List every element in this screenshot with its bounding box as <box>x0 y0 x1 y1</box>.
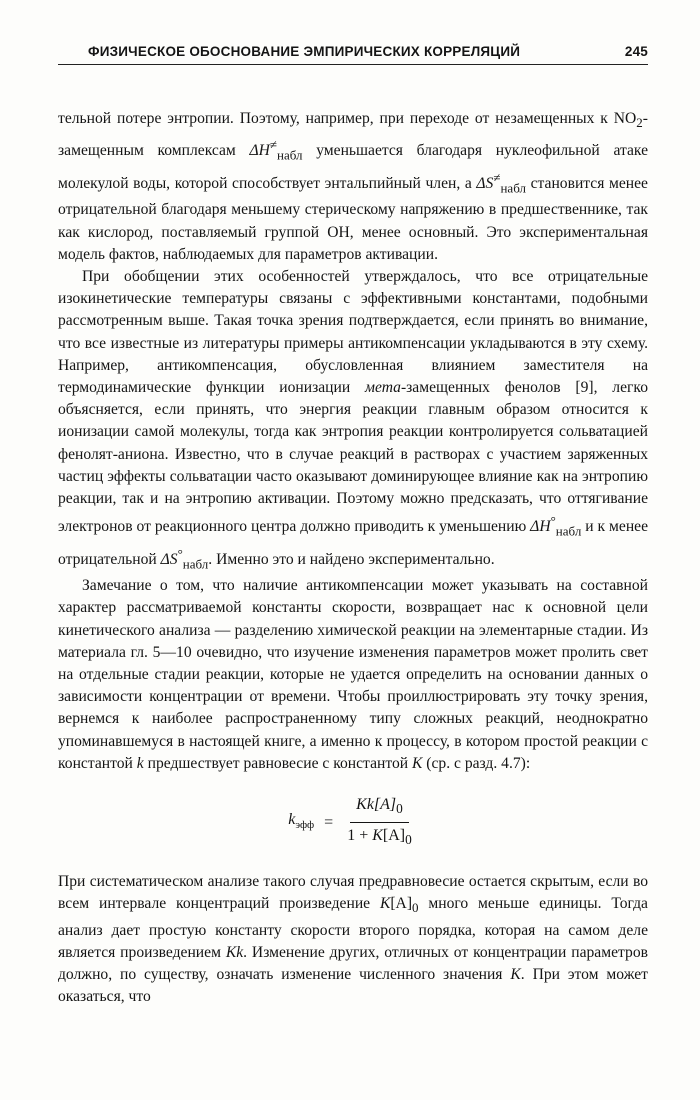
denominator-text: 1 + <box>347 827 373 845</box>
superscript: ° <box>550 513 556 529</box>
paragraph-3 <box>58 575 648 775</box>
subscript: 0 <box>396 801 403 817</box>
subscript: 0 <box>405 832 412 848</box>
text-run: (ср. с разд. 4.7): <box>422 754 531 772</box>
text-run: . Изменение других, отличных от концентрации параметров должно, по существу, означать изменение численного значения <box>58 943 648 983</box>
subscript: эфф <box>295 819 315 832</box>
text-run: [A] <box>390 895 413 913</box>
body-text <box>58 108 648 1008</box>
running-title: ФИЗИЧЕСКОЕ ОБОСНОВАНИЕ ЭМПИРИЧЕСКИХ КОРРЕЛЯЦИЙ <box>88 44 521 59</box>
paragraph-2 <box>58 266 648 575</box>
equals-sign: = <box>324 813 334 831</box>
running-header <box>88 44 648 59</box>
symbol-delta-h: ΔH <box>249 142 270 160</box>
symbol-k: k <box>136 754 144 772</box>
fraction <box>341 794 418 852</box>
text-run: -замещенных фенолов [9], легко объясняется, если принять, что энергия реакции главным образом относится к ионизации самой молекулы, тогда как энтропия реакции контролируется сольватацией фенолят-аниона. Известно, что в случае реакций в растворах с участием заряженных частиц эффекты сольватации часто оказывают доминирующее влияние как на энтропию реакции, так и на энтропию активации. Поэтому можно предсказать, что оттягивание электронов от реакционного центра должно приводить к уменьшению <box>58 378 648 536</box>
symbol-K: K <box>372 827 383 845</box>
symbol-delta-s: ΔS <box>160 550 178 568</box>
subscript: набл <box>500 180 526 196</box>
page-number: 245 <box>624 44 648 59</box>
text-run: . Именно это и найдено экспериментально. <box>208 550 495 568</box>
fraction-numerator <box>350 794 409 823</box>
fraction-denominator <box>341 823 418 851</box>
symbol-delta-s: ΔS <box>476 175 494 192</box>
symbol-K: K <box>379 895 391 913</box>
rate-constant-formula <box>58 775 648 871</box>
superscript: ≠ <box>269 137 278 153</box>
text-run: При систематическом анализе такого случая предравновесие остается скрытым, если во всем интервале концентраций произведение <box>58 872 648 913</box>
text-run: много меньше единицы. Тогда анализ дает простую константу скорости второго порядка, которая на самом деле является произведением <box>58 895 648 961</box>
numerator-text: Kk[A] <box>356 796 397 814</box>
paragraph-1 <box>58 108 648 266</box>
italic-meta: мета <box>365 378 401 396</box>
text-run: предшествует равновесие с константой <box>143 754 412 772</box>
superscript: ≠ <box>493 169 501 185</box>
text-run: Замечание о том, что наличие антикомпенсации может указывать на составной характер рассматриваемой константы скорости, возвращает нас к основной цели кинетического анализа — разделению химической реакции на элементарные стадии. Из материала гл. 5—10 очевидно, что изучение изменения параметров может пролить свет на отдельные стадии реакции, которые не удается определить на основании данных о зависимости концентрации от времени. Чтобы проиллюстрировать эту точку зрения, вернемся к наиболее распространенному типу сложных реакций, неоднократно упоминавшемуся в настоящей книге, а именно к процессу, в котором простой реакции с константой <box>58 577 648 772</box>
text-run: и к менее отрицательной <box>58 518 649 568</box>
subscript: набл <box>555 523 582 539</box>
paragraph-4 <box>58 871 648 1008</box>
symbol-K: K <box>411 754 423 772</box>
subscript: набл <box>182 555 209 571</box>
symbol-k: k <box>288 811 296 829</box>
symbol-Kk: Kk <box>225 943 244 961</box>
subscript: 0 <box>412 900 419 916</box>
formula-no2: NO <box>613 110 637 127</box>
text-run: При обобщении этих особенностей утверждалось, что все отрицательные изокинетические температуры связаны с эффективными константами, подобными рассмотренным выше. Такая точка зрения подтверждается, если принять во внимание, что все известные из литературы примеры антикомпенсации укладываются в эту схему. Например, антикомпенсация, обусловленная влиянием заместителя на термодинамические функции ионизации <box>58 267 648 396</box>
formula-lhs <box>288 809 314 836</box>
text-run: становится менее отрицательной благодаря меньшему стерическому напряжению в предшественнике, так как кислород, поставляемый группой ОН, менее основный. Это экспериментальная модель фактов, наблюдаемых для параметров активации. <box>58 175 648 263</box>
symbol-delta-h: ΔH <box>530 518 551 536</box>
denominator-text: [A] <box>382 827 406 845</box>
header-rule <box>58 64 648 65</box>
superscript: ° <box>177 545 183 561</box>
text-run: . При этом может оказаться, что <box>58 965 648 1006</box>
text-run: уменьшается благодаря нуклеофильной атаке молекулой воды, которой способствует энтальпийный член, а <box>58 142 648 192</box>
symbol-K: K <box>510 965 521 983</box>
text-run: -замещенным комплексам <box>58 110 648 160</box>
text-run: тельной потере энтропии. Поэтому, например, при переходе от незамещенных к <box>58 110 614 127</box>
subscript: набл <box>277 147 303 163</box>
subscript: 2 <box>636 115 643 131</box>
